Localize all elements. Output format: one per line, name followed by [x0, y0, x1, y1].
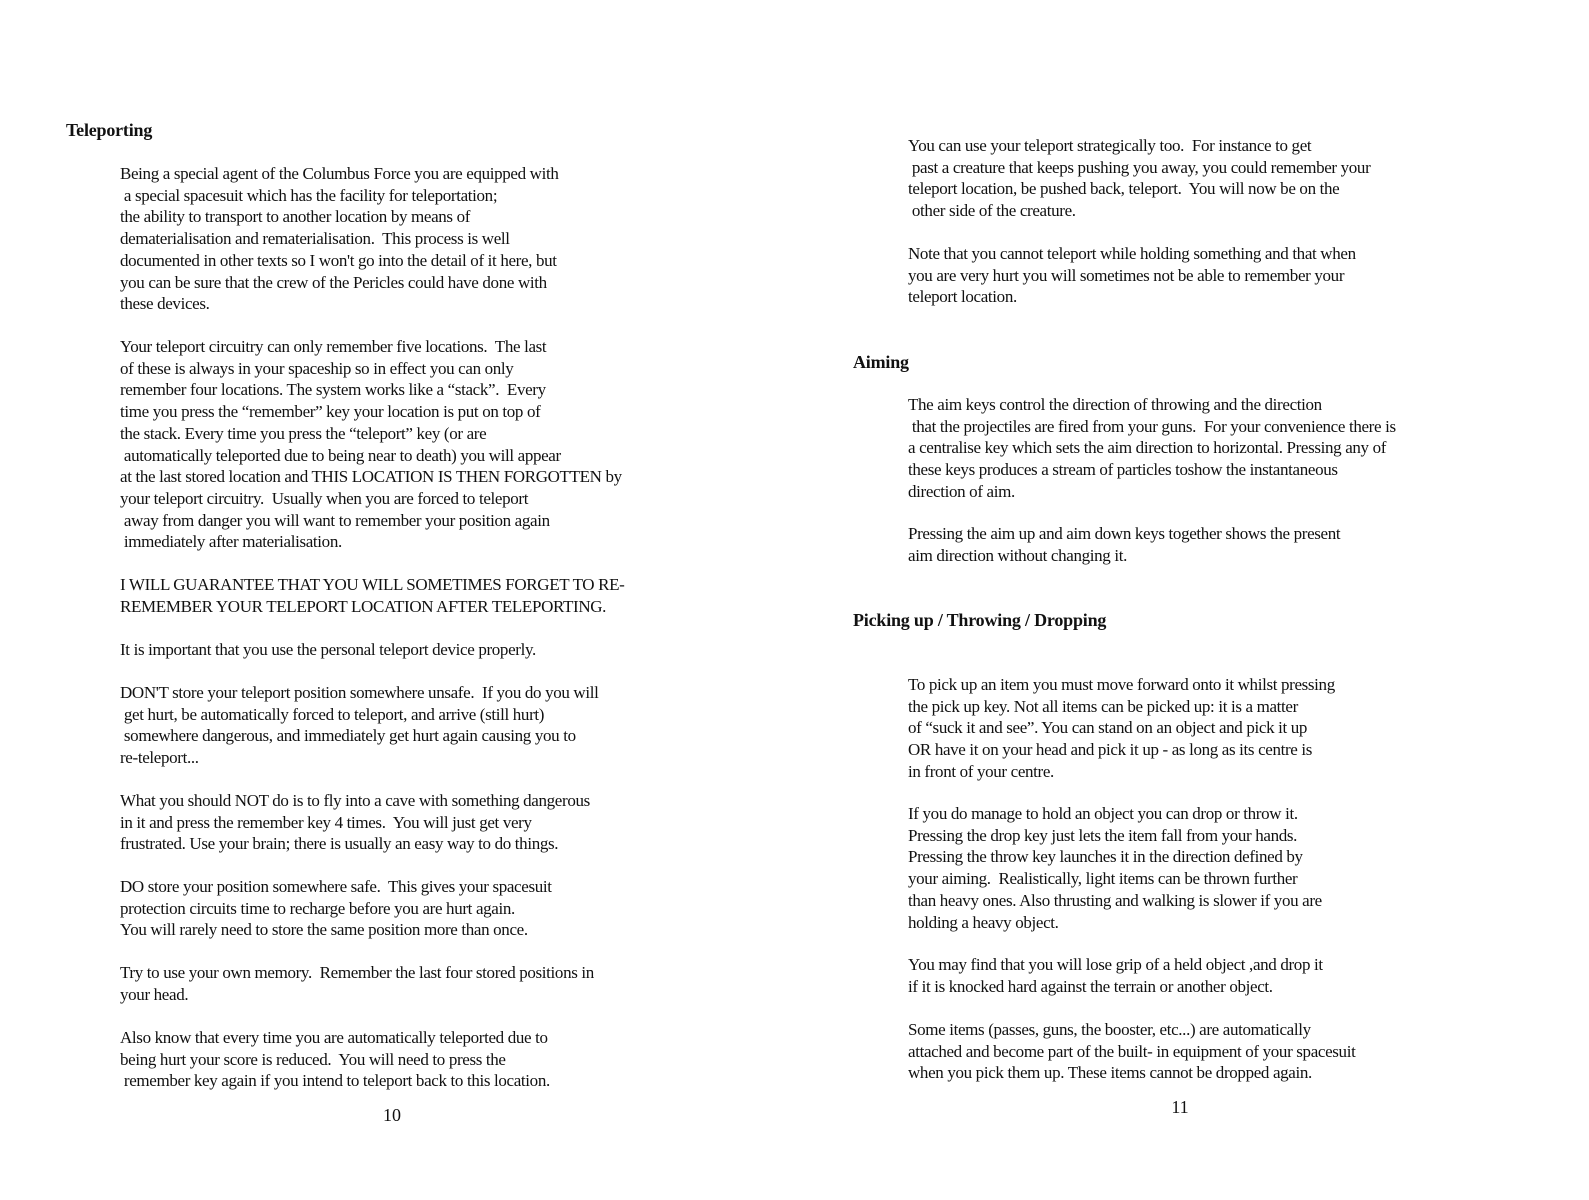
text-line: What you should NOT do is to fly into a cave with something dangerous: [120, 791, 590, 810]
text-line: You can use your teleport strategically too. For instance to get: [908, 136, 1312, 155]
text-line: the ability to transport to another location by means of: [120, 207, 471, 227]
text-line: that the projectiles are fired from your guns. For your convenience there is: [908, 416, 1396, 436]
paragraph: [120, 574, 624, 617]
text-line: The aim keys control the direction of throwing and the direction: [908, 395, 1322, 414]
text-line: DON'T store your teleport position somewhere unsafe. If you do you will: [120, 683, 599, 702]
page-number: 10: [383, 1105, 401, 1125]
paragraph: [120, 682, 598, 769]
text-line: Pressing the aim up and aim down keys together shows the present: [908, 524, 1341, 543]
text-line: your head.: [120, 984, 189, 1004]
text-line: at the last stored location and THIS LOCATION IS THEN FORGOTTEN by: [120, 467, 622, 487]
text-line: remember four locations. The system works like a “stack”. Every: [120, 380, 546, 400]
text-line: direction of aim.: [908, 481, 1015, 501]
text-line: get hurt, be automatically forced to teleport, and arrive (still hurt): [120, 704, 545, 724]
text-line: being hurt your score is reduced. You will need to press the: [120, 1049, 506, 1069]
text-line: I WILL GUARANTEE THAT YOU WILL SOMETIMES FORGET TO RE-: [120, 575, 625, 594]
text-line: To pick up an item you must move forward onto it whilst pressing: [908, 675, 1335, 694]
paragraph: [120, 790, 590, 855]
text-line: of these is always in your spaceship so in effect you can only: [120, 358, 514, 378]
text-line: the stack. Every time you press the “teleport” key (or are: [120, 423, 487, 443]
text-line: dematerialisation and rematerialisation. This process is well: [120, 229, 510, 249]
paragraph: [908, 523, 1340, 566]
text-line: Note that you cannot teleport while holding something and that when: [908, 244, 1356, 263]
text-line: re-teleport...: [120, 748, 199, 768]
paragraph: [120, 336, 622, 553]
paragraph: [908, 1019, 1355, 1084]
text-line: immediately after materialisation.: [120, 532, 342, 552]
paragraph: [120, 163, 559, 315]
page-number: 11: [1171, 1097, 1189, 1117]
text-line: these keys produces a stream of particles toshow the instantaneous: [908, 460, 1338, 480]
paragraph: [120, 876, 552, 941]
text-line: documented in other texts so I won't go into the detail of it here, but: [120, 250, 557, 270]
text-line: your aiming. Realistically, light items can be thrown further: [908, 869, 1298, 889]
text-line: time you press the “remember” key your location is put on top of: [120, 402, 541, 422]
text-line: these devices.: [120, 294, 210, 314]
section-heading-picking-up: Picking up / Throwing / Dropping: [853, 610, 1107, 630]
section-heading-aiming: Aiming: [853, 352, 909, 372]
text-line: than heavy ones. Also thrusting and walking is slower if you are: [908, 890, 1322, 910]
text-line: holding a heavy object.: [908, 912, 1059, 932]
text-line: you are very hurt you will sometimes not be able to remember your: [908, 265, 1345, 285]
text-line: It is important that you use the personal teleport device properly.: [120, 640, 536, 659]
text-line: in front of your centre.: [908, 761, 1054, 781]
text-line: of “suck it and see”. You can stand on an object and pick it up: [908, 718, 1308, 738]
text-line: a centralise key which sets the aim direction to horizontal. Pressing any of: [908, 438, 1387, 458]
text-line: when you pick them up. These items cannot be dropped again.: [908, 1063, 1312, 1083]
text-line: you can be sure that the crew of the Pericles could have done with: [120, 272, 547, 292]
text-line: attached and become part of the built- in equipment of your spacesuit: [908, 1041, 1356, 1061]
text-line: Also know that every time you are automatically teleported due to: [120, 1028, 548, 1047]
text-line: in it and press the remember key 4 times. You will just get very: [120, 812, 532, 832]
paragraph: [908, 803, 1322, 933]
paragraph: [908, 243, 1356, 308]
text-line: Try to use your own memory. Remember the last four stored positions in: [120, 963, 594, 982]
text-line: frustrated. Use your brain; there is usually an easy way to do things.: [120, 834, 559, 854]
paragraph: [908, 394, 1396, 503]
paragraph: [120, 1027, 550, 1092]
text-line: teleport location.: [908, 287, 1017, 307]
text-line: Pressing the throw key launches it in the direction defined by: [908, 847, 1303, 867]
text-line: if it is knocked hard against the terrain or another object.: [908, 976, 1273, 996]
text-line: teleport location, be pushed back, teleport. You will now be on the: [908, 179, 1340, 199]
text-line: Pressing the drop key just lets the item fall from your hands.: [908, 825, 1298, 845]
right-page: [794, 0, 1589, 1200]
text-line: a special spacesuit which has the facility for teleportation;: [120, 185, 498, 205]
text-line: past a creature that keeps pushing you away, you could remember your: [908, 157, 1371, 177]
section-heading-teleporting: Teleporting: [66, 120, 153, 140]
text-line: If you do manage to hold an object you can drop or throw it.: [908, 804, 1298, 823]
text-line: away from danger you will want to remember your position again: [120, 510, 550, 530]
text-line: Your teleport circuitry can only remember five locations. The last: [120, 337, 547, 356]
text-line: other side of the creature.: [908, 201, 1076, 221]
text-line: somewhere dangerous, and immediately get hurt again causing you to: [120, 726, 576, 746]
text-line: aim direction without changing it.: [908, 545, 1127, 565]
text-line: OR have it on your head and pick it up - as long as its centre is: [908, 740, 1313, 760]
text-line: automatically teleported due to being near to death) you will appear: [120, 445, 561, 465]
text-line: the pick up key. Not all items can be picked up: it is a matter: [908, 696, 1298, 716]
paragraph: [120, 639, 536, 661]
text-line: DO store your position somewhere safe. This gives your spacesuit: [120, 877, 552, 896]
text-line: You will rarely need to store the same position more than once.: [120, 920, 528, 940]
text-line: Some items (passes, guns, the booster, etc...) are automatically: [908, 1020, 1311, 1039]
paragraph: [908, 674, 1335, 783]
paragraph: [120, 962, 594, 1005]
paragraph: [908, 135, 1370, 222]
text-line: your teleport circuitry. Usually when you are forced to teleport: [120, 488, 529, 508]
left-page: [0, 0, 794, 1200]
text-line: REMEMBER YOUR TELEPORT LOCATION AFTER TELEPORTING.: [120, 596, 607, 616]
text-line: You may find that you will lose grip of a held object ,and drop it: [908, 955, 1323, 974]
text-line: Being a special agent of the Columbus Force you are equipped with: [120, 164, 559, 183]
text-line: remember key again if you intend to teleport back to this location.: [120, 1071, 550, 1091]
text-line: protection circuits time to recharge before you are hurt again.: [120, 898, 515, 918]
paragraph: [908, 954, 1323, 997]
